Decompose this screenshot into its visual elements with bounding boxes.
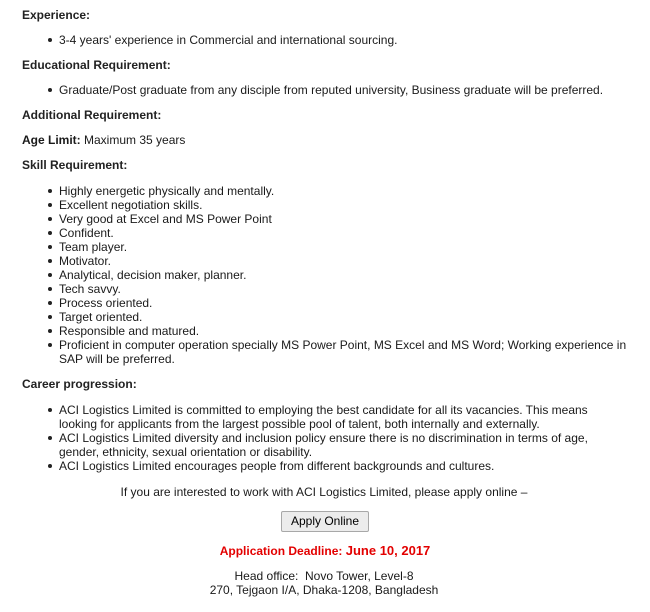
age-limit-line	[0, 133, 650, 147]
apply-section	[0, 485, 650, 558]
list-item: ACI Logistics Limited is committed to employing the best candidate for all its vacancies. This means looking for applicants from the largest possible pool of talent, both internally and externally.	[59, 403, 629, 431]
experience-heading: Experience:	[22, 8, 91, 22]
apply-intro: If you are interested to work with ACI Logistics Limited, please apply online –	[120, 485, 528, 499]
office-address	[0, 569, 650, 597]
list-item: 3-4 years' experience in Commercial and international sourcing.	[59, 33, 650, 47]
list-item: Confident.	[59, 226, 629, 240]
career-list	[0, 403, 629, 473]
list-item: Very good at Excel and MS Power Point	[59, 212, 629, 226]
list-item: Graduate/Post graduate from any disciple from reputed university, Business graduate will be preferred.	[59, 83, 650, 97]
skills-heading: Skill Requirement:	[22, 158, 128, 172]
list-item: Team player.	[59, 240, 629, 254]
career-section	[0, 377, 650, 473]
list-item: Target oriented.	[59, 310, 629, 324]
education-heading: Educational Requirement:	[22, 58, 171, 72]
list-item: Tech savvy.	[59, 282, 629, 296]
education-list	[0, 83, 650, 97]
office-line-1: Head office: Novo Tower, Level-8	[234, 569, 414, 583]
deadline-label: Application Deadline:	[219, 544, 343, 558]
list-item: ACI Logistics Limited diversity and inclusion policy ensure there is no discrimination in terms of age, gender, ethnicity, sexual orientation or disability.	[59, 431, 629, 459]
experience-section	[0, 8, 650, 47]
apply-button-row	[0, 511, 650, 532]
list-item: Responsible and matured.	[59, 324, 629, 338]
skills-section	[0, 158, 650, 366]
application-deadline	[0, 543, 650, 558]
additional-section	[0, 108, 650, 147]
age-limit-label: Age Limit:	[22, 133, 81, 147]
age-limit-value: Maximum 35 years	[84, 133, 186, 147]
education-section	[0, 58, 650, 97]
deadline-date: June 10, 2017	[345, 543, 431, 558]
list-item: Process oriented.	[59, 296, 629, 310]
skills-list	[0, 184, 629, 366]
list-item: Excellent negotiation skills.	[59, 198, 629, 212]
career-heading: Career progression:	[22, 377, 137, 391]
list-item: Analytical, decision maker, planner.	[59, 268, 629, 282]
list-item: Motivator.	[59, 254, 629, 268]
additional-heading: Additional Requirement:	[22, 108, 162, 122]
list-item: ACI Logistics Limited encourages people from different backgrounds and cultures.	[59, 459, 629, 473]
list-item: Highly energetic physically and mentally.	[59, 184, 629, 198]
list-item: Proficient in computer operation specially MS Power Point, MS Excel and MS Word; Working experience in SAP will be preferred.	[59, 338, 629, 366]
office-line-2: 270, Tejgaon I/A, Dhaka-1208, Bangladesh	[209, 583, 439, 597]
experience-list	[0, 33, 650, 47]
apply-online-button[interactable]: Apply Online	[281, 511, 369, 532]
